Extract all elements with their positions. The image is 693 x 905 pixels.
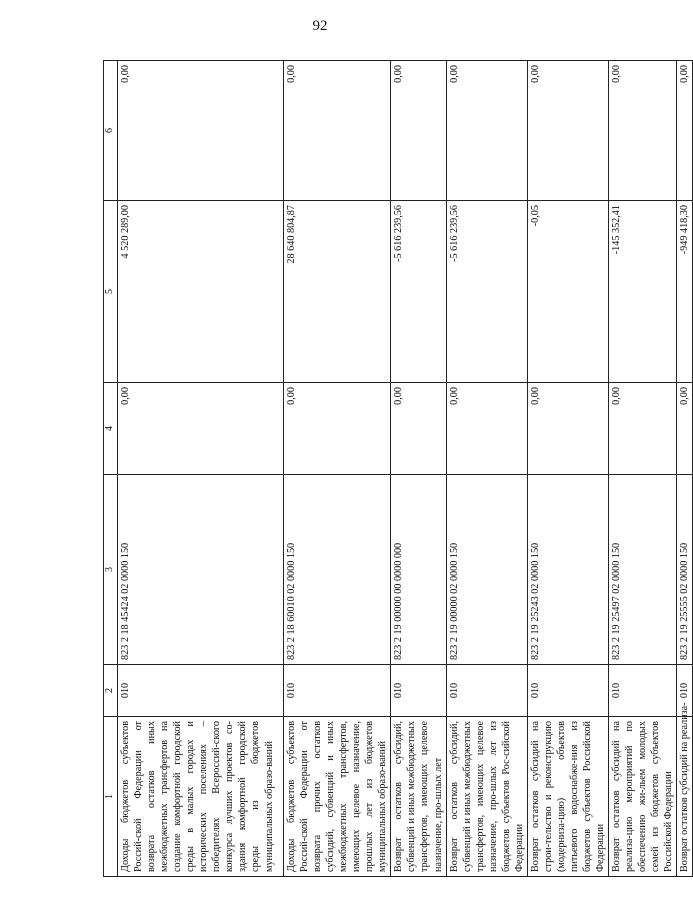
budget-table [103, 60, 693, 877]
row-name: Возврат остатков субсидий на строи-тельство и реконструкцию (модерниза-цию) объектов питьевого водоснабже-ния из бюджетов субъектов Российской Федерации [527, 717, 608, 877]
row-col5-value: -949 418,30 [677, 201, 693, 383]
row-budget-code: 823 2 19 00000 02 0000 150 [446, 475, 527, 665]
header-col-2: 2 [104, 665, 118, 717]
row-col6-value: 0,00 [677, 61, 693, 201]
row-col6-value: 0,00 [391, 61, 446, 201]
table-row [118, 61, 284, 877]
row-col5-value: -5 616 239,56 [391, 201, 446, 383]
table-header-row [104, 61, 118, 877]
row-col4-value: 0,00 [609, 383, 677, 475]
table-row [446, 61, 527, 877]
table-row [609, 61, 677, 877]
page-number: 92 [312, 18, 328, 34]
header-col-6: 6 [104, 61, 118, 201]
row-line-code: 010 [446, 665, 527, 717]
row-line-code: 010 [527, 665, 608, 717]
row-col6-value: 0,00 [609, 61, 677, 201]
row-budget-code: 823 2 19 25243 02 0000 150 [527, 475, 608, 665]
row-col4-value: 0,00 [284, 383, 391, 475]
row-budget-code: 823 2 19 25555 02 0000 150 [677, 475, 693, 665]
row-name: Доходы бюджетов субъектов Россий-ской Федерации от возврата прочих остатков субсидий, субвенций и иных межбюджетных трансфертов, имеющих целевое назначение, прошлых лет из бюджетов муниципальных образо-ваний [284, 717, 391, 877]
row-col4-value: 0,00 [677, 383, 693, 475]
header-col-3: 3 [104, 475, 118, 665]
row-name: Возврат остатков субсидий, субвенций и иных межбюджетных трансфертов, имеющих целевое назначение, про-шлых лет [391, 717, 446, 877]
row-col5-value: 28 640 804,87 [284, 201, 391, 383]
header-col-1: 1 [104, 717, 118, 877]
row-col4-value: 0,00 [391, 383, 446, 475]
row-col5-value: 4 520 289,00 [118, 201, 284, 383]
row-name: Возврат остатков субсидий, субвенций и иных межбюджетных трансфертов, имеющих целевое назначение, про-шлых лет из бюджетов субъектов Рос-сийской Федерации [446, 717, 527, 877]
row-col4-value: 0,00 [527, 383, 608, 475]
row-line-code: 010 [677, 665, 693, 717]
row-budget-code: 823 2 19 25497 02 0000 150 [609, 475, 677, 665]
row-line-code: 010 [391, 665, 446, 717]
row-col6-value: 0,00 [446, 61, 527, 201]
row-line-code: 010 [609, 665, 677, 717]
row-budget-code: 823 2 18 60010 02 0000 150 [284, 475, 391, 665]
table-row [527, 61, 608, 877]
table-row [677, 61, 693, 877]
row-col5-value: -5 616 239,56 [446, 201, 527, 383]
row-col6-value: 0,00 [118, 61, 284, 201]
row-col5-value: -145 352,41 [609, 201, 677, 383]
table-row [284, 61, 391, 877]
row-name: Возврат остатков субсидий на реализа- [677, 717, 693, 877]
row-col4-value: 0,00 [446, 383, 527, 475]
row-line-code: 010 [118, 665, 284, 717]
row-name: Возврат остатков субсидий на реализа-цию мероприятий по обеспечению жи-льем молодых семей из бюджетов субъектов Российской Федерации [609, 717, 677, 877]
row-name: Доходы бюджетов субъектов Россий-ской Федерации от возврата остатков иных межбюджетных трансфертов на создание комфортной городской среды в малых городах и исторических поселениях – победителях Всероссий-ского конкурса лучших проектов со-здания комфортной городской среды из бюджетов муниципальных образо-ваний [118, 717, 284, 877]
row-budget-code: 823 2 18 45424 02 0000 150 [118, 475, 284, 665]
table-row [391, 61, 446, 877]
header-col-5: 5 [104, 201, 118, 383]
rotated-table-container [103, 61, 691, 877]
row-col6-value: 0,00 [527, 61, 608, 201]
row-col4-value: 0,00 [118, 383, 284, 475]
row-budget-code: 823 2 19 00000 00 0000 000 [391, 475, 446, 665]
row-col5-value: -0,05 [527, 201, 608, 383]
row-line-code: 010 [284, 665, 391, 717]
header-col-4: 4 [104, 383, 118, 475]
row-col6-value: 0,00 [284, 61, 391, 201]
